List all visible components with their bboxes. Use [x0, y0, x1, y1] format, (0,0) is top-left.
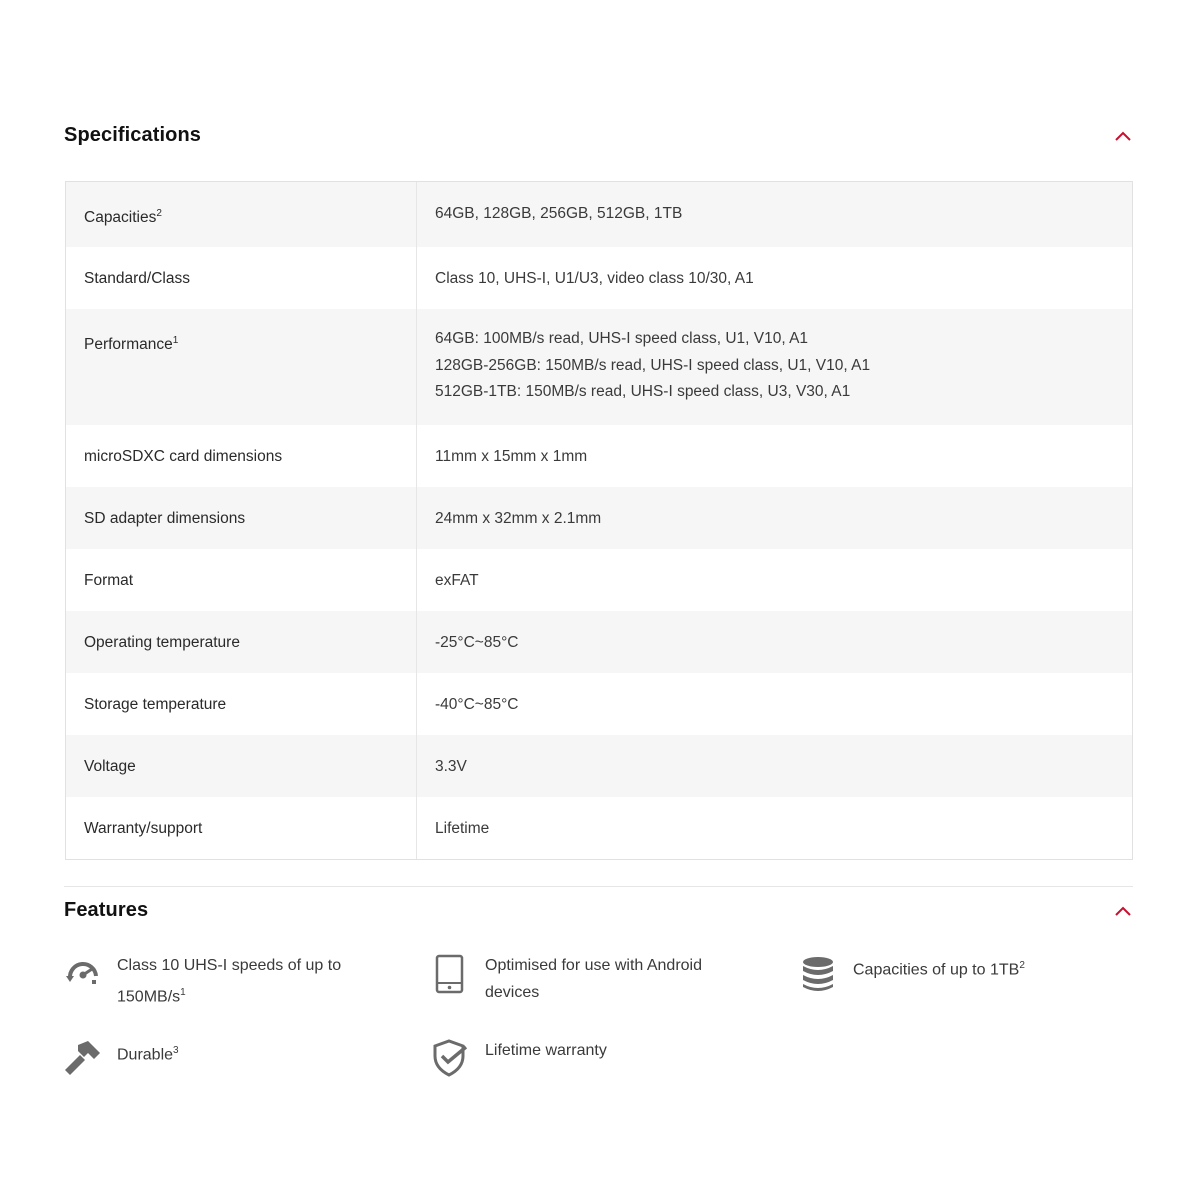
- speedometer-icon: [64, 954, 100, 990]
- feature-durable: [64, 1037, 384, 1097]
- spec-value: 3.3V: [435, 758, 467, 776]
- spec-value: 24mm x 32mm x 2.1mm: [435, 510, 602, 528]
- feature-warranty: [432, 1037, 752, 1097]
- chevron-up-icon[interactable]: [1113, 126, 1133, 146]
- spec-row-warranty: [66, 797, 1132, 859]
- spec-row-operating-temperature: [66, 611, 1132, 673]
- spec-value: 64GB, 128GB, 256GB, 512GB, 1TB: [435, 205, 683, 222]
- feature-text: Class 10 UHS-I speeds of up to $150MB/s^1$: [117, 957, 342, 1006]
- hammer-icon: [64, 1039, 100, 1075]
- spec-label: Performance$^1$: [66, 309, 417, 425]
- section-divider: [64, 886, 1133, 887]
- spec-label: Storage temperature: [66, 673, 417, 735]
- spec-row-adapter-dimensions: [66, 487, 1132, 549]
- spec-row-voltage: [66, 735, 1132, 797]
- spec-value: exFAT: [435, 572, 479, 590]
- specifications-header[interactable]: [64, 118, 1133, 158]
- specifications-table: [65, 181, 1133, 860]
- spec-label: Format: [66, 549, 417, 611]
- spec-value: Class 10, UHS-I, U1/U3, video class 10/30, A1: [435, 270, 754, 288]
- features-title: Features: [64, 899, 149, 921]
- feature-android: [432, 952, 752, 1012]
- spec-label: microSDXC card dimensions: [66, 425, 417, 487]
- feature-text: Lifetime warranty: [485, 1042, 607, 1059]
- database-stack-icon: [800, 954, 836, 990]
- feature-capacity: [800, 952, 1120, 1012]
- spec-value: 11mm x 15mm x 1mm: [435, 448, 588, 466]
- spec-value: 64GB: 100MB/s read, UHS-I speed class, U1, V10, A1 128GB-256GB: 150MB/s read, UHS-I speed class, U1, V10, A1 512GB-1TB: 150MB/s read, UHS-I speed class, U3, V30, A1: [435, 330, 871, 401]
- chevron-up-icon[interactable]: [1113, 901, 1133, 921]
- feature-speed: [64, 952, 384, 1012]
- spec-value: -40°C~85°C: [435, 696, 519, 714]
- feature-text: Optimised for use with Android devices: [485, 957, 702, 1001]
- spec-label: Capacities$^2$: [66, 182, 417, 247]
- spec-row-standard-class: [66, 247, 1132, 309]
- spec-row-format: [66, 549, 1132, 611]
- features-header[interactable]: [64, 893, 1133, 933]
- specifications-title: Specifications: [64, 124, 201, 146]
- shield-check-icon: [432, 1039, 468, 1075]
- spec-row-storage-temperature: [66, 673, 1132, 735]
- spec-row-performance: [66, 309, 1132, 425]
- spec-row-card-dimensions: [66, 425, 1132, 487]
- feature-text: Capacities of up to $1TB^2$: [853, 960, 1025, 979]
- feature-text: Durable$^3$: [117, 1045, 179, 1064]
- spec-value: Lifetime: [435, 820, 490, 838]
- spec-value: -25°C~85°C: [435, 634, 519, 652]
- spec-label: Warranty/support: [66, 797, 417, 859]
- spec-label: Operating temperature: [66, 611, 417, 673]
- spec-label: SD adapter dimensions: [66, 487, 417, 549]
- spec-label: Voltage: [66, 735, 417, 797]
- spec-row-capacities: [66, 182, 1132, 247]
- spec-label: Standard/Class: [66, 247, 417, 309]
- mobile-device-icon: [432, 954, 468, 990]
